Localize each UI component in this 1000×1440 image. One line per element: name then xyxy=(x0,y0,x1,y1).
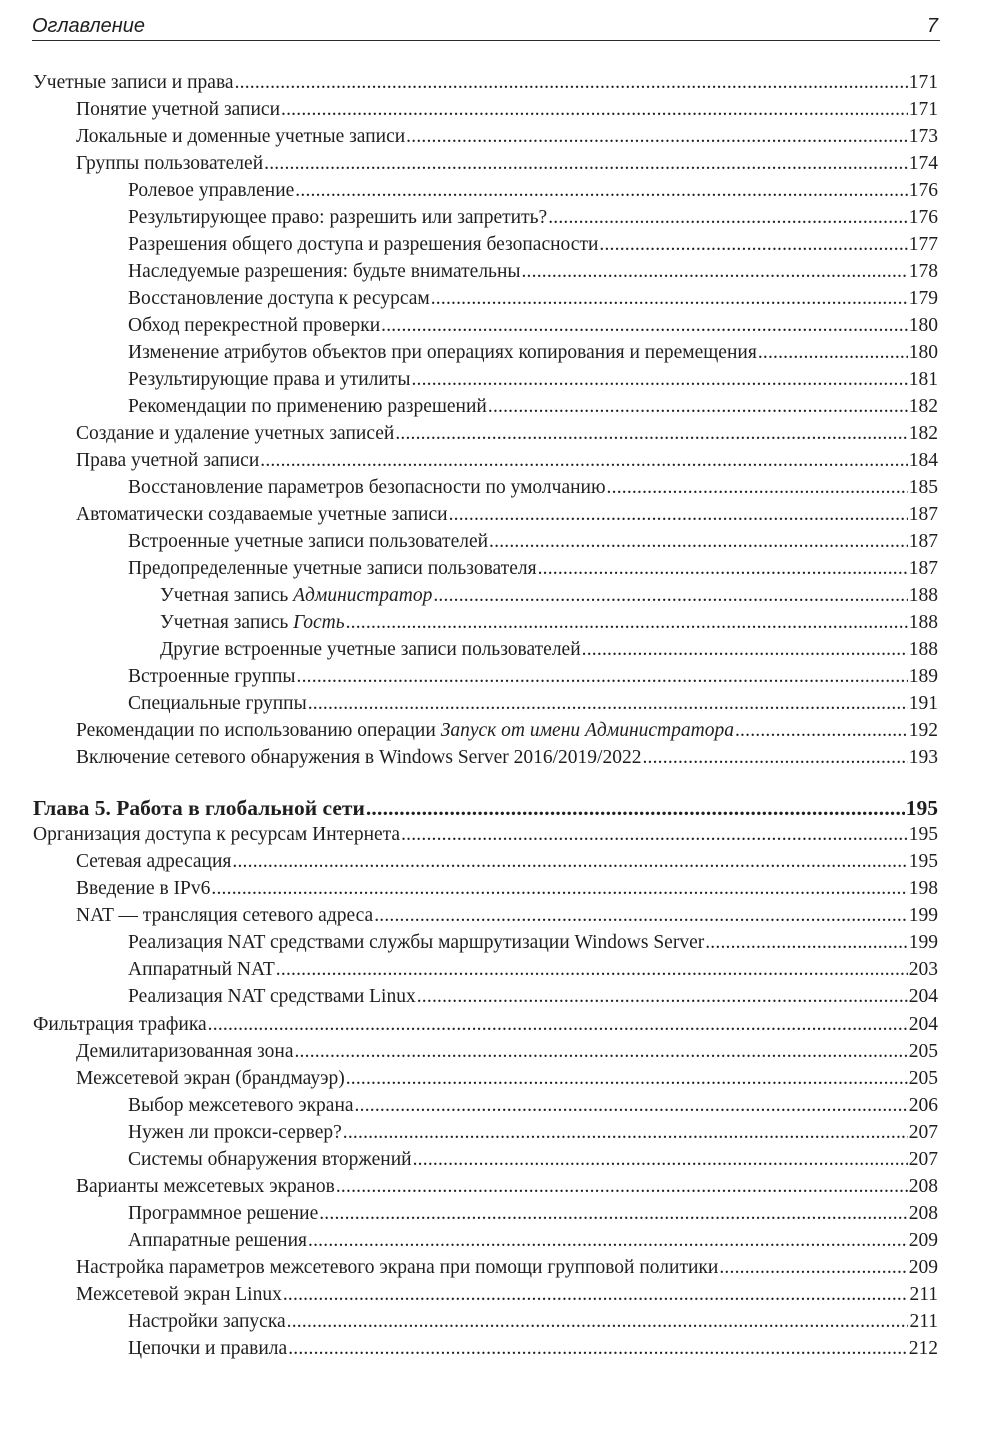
toc-entry-page: 204 xyxy=(908,1014,938,1035)
toc-entry-page: 187 xyxy=(908,531,938,552)
dot-leader xyxy=(607,476,908,500)
toc-entry xyxy=(33,820,938,847)
toc-entry-page: 193 xyxy=(908,747,938,768)
toc-entry-title: Автоматически создаваемые учетные записи xyxy=(76,504,448,525)
toc-entry-page: 181 xyxy=(908,369,938,390)
toc-entry xyxy=(33,68,938,95)
dot-leader xyxy=(264,152,908,176)
toc-entry xyxy=(160,608,938,635)
dot-leader xyxy=(308,692,908,716)
toc-entry-title: Демилитаризованная зона xyxy=(76,1041,294,1062)
dot-leader xyxy=(411,368,907,392)
toc-entry-title: Межсетевой экран Linux xyxy=(76,1284,282,1305)
toc-entry xyxy=(128,1334,938,1361)
dot-leader xyxy=(235,71,908,95)
toc-entry xyxy=(128,554,938,581)
dot-leader xyxy=(288,1337,908,1361)
toc-entry xyxy=(128,1226,938,1253)
toc-entry-page: 195 xyxy=(908,851,938,872)
toc-entry-title: Изменение атрибутов объектов при операциях копирования и перемещения xyxy=(128,342,757,363)
dot-leader xyxy=(281,98,908,122)
toc-entry-page: 206 xyxy=(908,1095,938,1116)
toc-entry xyxy=(128,284,938,311)
toc-entry-title: Встроенные учетные записи пользователей xyxy=(128,531,489,552)
toc-entry-page: 198 xyxy=(908,878,938,899)
toc-entry-title: Цепочки и правила xyxy=(128,1338,288,1359)
dot-leader xyxy=(417,985,908,1009)
toc-entry-page: 211 xyxy=(909,1284,938,1305)
dot-leader xyxy=(208,1013,908,1037)
toc-entry xyxy=(128,365,938,392)
toc-entry xyxy=(33,1010,938,1037)
dot-leader xyxy=(297,665,908,689)
toc-entry-page: 188 xyxy=(908,585,938,606)
dot-leader xyxy=(758,341,908,365)
toc-entry-page: 209 xyxy=(908,1230,938,1251)
dot-leader xyxy=(308,1229,908,1253)
toc-entry xyxy=(128,955,938,982)
toc-entry-title-text: Рекомендации по использованию операции xyxy=(76,720,441,741)
toc-entry-title: Реализация NAT средствами Linux xyxy=(128,986,416,1007)
toc-entry-page: 199 xyxy=(908,905,938,926)
toc-entry-title: Нужен ли прокси-сервер? xyxy=(128,1122,342,1143)
toc-entry xyxy=(128,1091,938,1118)
toc-entry-title: Права учетной записи xyxy=(76,450,260,471)
dot-leader xyxy=(294,1040,907,1064)
toc-entry-page: 182 xyxy=(908,396,938,417)
dot-leader xyxy=(395,422,907,446)
toc-entry-title: Рекомендации по применению разрешений xyxy=(128,396,487,417)
toc-entry-page: 195 xyxy=(908,824,938,845)
dot-leader xyxy=(343,1121,908,1145)
toc-entry-title: Восстановление параметров безопасности по умолчанию xyxy=(128,477,606,498)
dot-leader xyxy=(401,823,908,847)
toc-entry-title: Включение сетевого обнаружения в Windows Server 2016/2019/2022 xyxy=(76,747,642,768)
toc-entry xyxy=(76,901,938,928)
toc-entry xyxy=(76,95,938,122)
dot-leader xyxy=(355,1094,908,1118)
dot-leader xyxy=(548,206,908,230)
dot-leader xyxy=(319,1202,908,1226)
toc-entry-title: Ролевое управление xyxy=(128,180,295,201)
toc-entry-title: Создание и удаление учетных записей xyxy=(76,423,395,444)
toc-entry xyxy=(128,982,938,1009)
toc-entry-page: 191 xyxy=(908,693,938,714)
toc-entry-title: Понятие учетной записи xyxy=(76,99,281,120)
dot-leader xyxy=(232,850,907,874)
toc-entry-page: 189 xyxy=(908,666,938,687)
dot-leader xyxy=(374,904,908,928)
toc-entry-title: Локальные и доменные учетные записи xyxy=(76,126,406,147)
toc-entry-page: 199 xyxy=(908,932,938,953)
dot-leader xyxy=(489,530,908,554)
toc-entry-page: 188 xyxy=(908,639,938,660)
toc-entry-title: Организация доступа к ресурсам Интернета xyxy=(33,824,401,845)
dot-leader xyxy=(735,719,908,743)
toc-entry-page: 211 xyxy=(909,1311,938,1332)
dot-leader xyxy=(582,638,908,662)
toc-entry-page: 184 xyxy=(908,450,938,471)
toc-entry xyxy=(128,928,938,955)
toc-entry xyxy=(128,689,938,716)
toc-entry-title: Восстановление доступа к ресурсам xyxy=(128,288,430,309)
toc-entry xyxy=(128,392,938,419)
toc-entry xyxy=(76,500,938,527)
toc-entry xyxy=(128,176,938,203)
toc-entry-title-text: Учетная запись xyxy=(160,612,294,633)
toc-entry-page: 177 xyxy=(908,234,938,255)
dot-leader xyxy=(276,958,908,982)
toc-entry-title: Выбор межсетевого экрана xyxy=(128,1095,354,1116)
toc-entry-title: Реализация NAT средствами службы маршрутизации Windows Server xyxy=(128,932,705,953)
toc-entry-page: 195 xyxy=(905,796,938,820)
toc-entry xyxy=(76,122,938,149)
page-header xyxy=(32,14,940,41)
dot-leader xyxy=(433,584,907,608)
toc-entry-title: Системы обнаружения вторжений xyxy=(128,1149,412,1170)
toc-entry-page: 187 xyxy=(908,504,938,525)
toc-entry xyxy=(128,203,938,230)
toc-entry-page: 180 xyxy=(908,342,938,363)
toc-entry-title: Группы пользователей xyxy=(76,153,264,174)
toc-entry-page: 180 xyxy=(908,315,938,336)
toc-entry-title xyxy=(76,719,734,743)
toc-entry-title-italic: Администратор xyxy=(293,585,433,606)
toc-entry-title: Сетевая адресация xyxy=(76,851,232,872)
toc-entry xyxy=(128,257,938,284)
toc-entry-page: 192 xyxy=(908,720,938,741)
toc-entry-page: 174 xyxy=(908,153,938,174)
dot-leader xyxy=(366,796,905,820)
toc-entry-page: 173 xyxy=(908,126,938,147)
toc-entry-title-italic: Гость xyxy=(293,612,345,633)
toc-entry-title: Встроенные группы xyxy=(128,666,296,687)
toc-entry xyxy=(128,1307,938,1334)
dot-leader xyxy=(283,1283,909,1307)
toc-entry-title: Другие встроенные учетные записи пользователей xyxy=(160,639,581,660)
dot-leader xyxy=(381,314,908,338)
toc-entry-title xyxy=(160,584,432,608)
toc-entry-title: Аппаратные решения xyxy=(128,1230,308,1251)
toc-entry xyxy=(128,473,938,500)
toc-entry-page: 179 xyxy=(908,288,938,309)
dot-leader xyxy=(211,877,907,901)
running-head-page-number: 7 xyxy=(926,15,938,37)
toc-entry-page: 188 xyxy=(908,612,938,633)
toc-entry-page: 176 xyxy=(908,207,938,228)
dot-leader xyxy=(521,260,907,284)
toc-entry xyxy=(128,1199,938,1226)
toc-chapter-entry xyxy=(33,791,938,820)
toc-entry-page: 208 xyxy=(908,1203,938,1224)
toc-entry xyxy=(160,581,938,608)
toc-entry-page: 205 xyxy=(908,1041,938,1062)
toc-entry-page: 187 xyxy=(908,558,938,579)
toc-entry-title: Варианты межсетевых экранов xyxy=(76,1176,335,1197)
toc-entry xyxy=(128,338,938,365)
toc-entry-title: NAT — трансляция сетевого адреса xyxy=(76,905,374,926)
toc-entry-page: 204 xyxy=(908,986,938,1007)
toc-entry-title: Настройка параметров межсетевого экрана при помощи групповой политики xyxy=(76,1257,719,1278)
toc-entry xyxy=(128,311,938,338)
toc-entry-page: 176 xyxy=(908,180,938,201)
toc-entry xyxy=(76,1253,938,1280)
toc-entry xyxy=(76,743,938,770)
running-head-title: Оглавление xyxy=(32,15,146,37)
dot-leader xyxy=(599,233,907,257)
dot-leader xyxy=(295,179,907,203)
dot-leader xyxy=(705,931,908,955)
dot-leader xyxy=(719,1256,907,1280)
toc-entry-page: 203 xyxy=(908,959,938,980)
dot-leader xyxy=(287,1310,909,1334)
toc-entry-title: Межсетевой экран (брандмауэр) xyxy=(76,1068,345,1089)
toc-entry xyxy=(76,874,938,901)
toc-entry xyxy=(128,527,938,554)
toc-entry-page: 207 xyxy=(908,1149,938,1170)
toc-entry-title: Обход перекрестной проверки xyxy=(128,315,381,336)
toc-entry-page: 207 xyxy=(908,1122,938,1143)
dot-leader xyxy=(538,557,908,581)
toc-entry-title: Аппаратный NAT xyxy=(128,959,275,980)
toc-entry xyxy=(76,1064,938,1091)
dot-leader xyxy=(431,287,908,311)
dot-leader xyxy=(260,449,907,473)
toc-entry-title: Специальные группы xyxy=(128,693,307,714)
toc-entry-title: Предопределенные учетные записи пользователя xyxy=(128,558,537,579)
dot-leader xyxy=(346,611,908,635)
dot-leader xyxy=(413,1148,908,1172)
toc-entry xyxy=(76,419,938,446)
toc-entry-title: Разрешения общего доступа и разрешения безопасности xyxy=(128,234,599,255)
toc-entry xyxy=(128,1118,938,1145)
toc-entry-page: 171 xyxy=(908,99,938,120)
toc-entry xyxy=(76,847,938,874)
toc-entry-page: 178 xyxy=(908,261,938,282)
toc-entry-title: Результирующие права и утилиты xyxy=(128,369,411,390)
toc-entry xyxy=(76,1172,938,1199)
toc-entry-title: Введение в IPv6 xyxy=(76,878,211,899)
toc-entry xyxy=(128,1145,938,1172)
toc-entry-page: 212 xyxy=(908,1338,938,1359)
toc-entry xyxy=(76,716,938,743)
toc-entry xyxy=(76,1280,938,1307)
toc-entry-title: Глава 5. Работа в глобальной сети xyxy=(33,796,365,820)
toc-entry-page: 182 xyxy=(908,423,938,444)
toc-entry-page: 171 xyxy=(908,72,938,93)
toc-entry-title: Фильтрация трафика xyxy=(33,1014,207,1035)
toc-entry-title-italic: Запуск от имени Администратора xyxy=(440,720,734,741)
dot-leader xyxy=(406,125,908,149)
toc-entry-title: Учетные записи и права xyxy=(33,72,234,93)
toc-entry xyxy=(76,446,938,473)
toc-entry-title: Программное решение xyxy=(128,1203,319,1224)
toc-entry-title: Результирующее право: разрешить или запретить? xyxy=(128,207,548,228)
dot-leader xyxy=(449,503,908,527)
dot-leader xyxy=(488,395,908,419)
toc-entry-page: 209 xyxy=(908,1257,938,1278)
toc-entry xyxy=(76,1037,938,1064)
toc-entry-title: Наследуемые разрешения: будьте внимательны xyxy=(128,261,521,282)
toc-entry xyxy=(128,230,938,257)
toc-entry xyxy=(76,149,938,176)
toc-entry-page: 208 xyxy=(908,1176,938,1197)
toc-entry-title xyxy=(160,611,345,635)
toc-entry xyxy=(128,662,938,689)
toc-entry-title: Настройки запуска xyxy=(128,1311,286,1332)
dot-leader xyxy=(336,1175,908,1199)
toc-entry xyxy=(160,635,938,662)
toc-entry-page: 185 xyxy=(908,477,938,498)
dot-leader xyxy=(642,746,907,770)
toc-entry-title-text: Учетная запись xyxy=(160,585,294,606)
toc-entry-page: 205 xyxy=(908,1068,938,1089)
dot-leader xyxy=(346,1067,908,1091)
